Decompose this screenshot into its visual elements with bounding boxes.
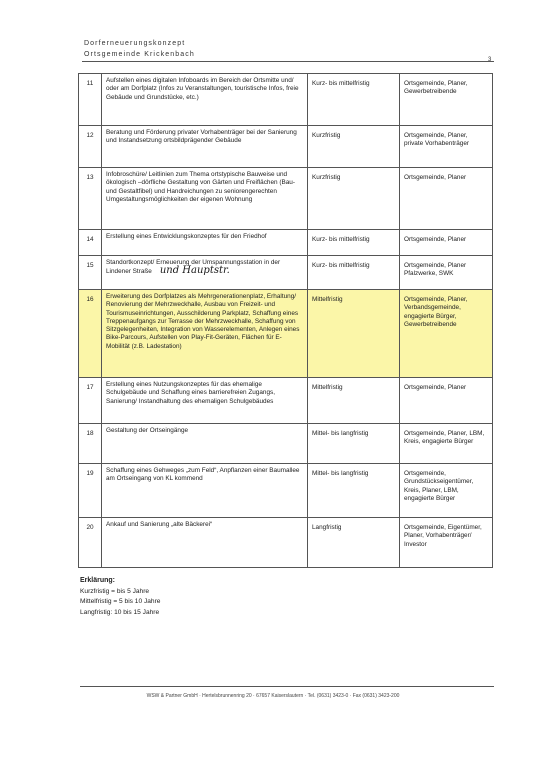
- table-row: [79, 378, 493, 424]
- row-number: 14: [79, 230, 102, 256]
- timeframe: Mittelfristig: [308, 290, 400, 378]
- table-row-highlighted: [79, 290, 493, 378]
- measure-text-printed: Standortkonzept/ Erneuerung der Umspannungsstation in der Lindener Straße: [106, 259, 281, 276]
- measure-text: Schaffung eines Gehweges „zum Feld“, Anpflanzen einer Baumallee am Ortseingang von KL kommend: [102, 464, 308, 518]
- table-row: [79, 126, 493, 168]
- row-number: 18: [79, 424, 102, 464]
- actors: Ortsgemeinde, Grundstückseigentümer, Kreis, Planer, LBM, engagierte Bürger: [400, 464, 493, 518]
- measure-text: Aufstellen eines digitalen Infoboards im Bereich der Ortsmitte und/ oder am Dorfplatz (Infos zu Veranstaltungen, touristische Infos, freie Gebäude und Grundstücke, etc.): [102, 74, 308, 126]
- row-number: 16: [79, 290, 102, 378]
- row-number: 11: [79, 74, 102, 126]
- actors: Ortsgemeinde, Eigentümer, Planer, Vorhabenträger/ Investor: [400, 518, 493, 568]
- row-number: 12: [79, 126, 102, 168]
- row-number: 15: [79, 256, 102, 290]
- legend-item: Mittelfristig = 5 bis 10 Jahre: [80, 598, 161, 605]
- legend-item: Kurzfristig = bis 5 Jahre: [80, 587, 150, 595]
- header-rule: [82, 61, 494, 62]
- table-row: [79, 74, 493, 126]
- measure-text: Erweiterung des Dorfplatzes als Mehrgenerationenplatz, Erhaltung/ Renovierung der Mehrzweckhalle, Ausbau von Freizeit- und Tourismuseinrichtungen, Ausschilderung Parkplatz, Schaffung eines Treppenaufgangs zur Terrasse der Mehrzweckhalle, Schaffung von Sitzgelegenheiten, Integration von Wasserelementen, Anlegen eines Bike-Parcours, Aufstellen von Play-Fit-Geräten, Flächen für E-Mobilität (z.B. Ladestation): [102, 290, 308, 378]
- row-number: 17: [79, 378, 102, 424]
- actors: Ortsgemeinde, Planer, Verbandsgemeinde, engagierte Bürger, Gewerbetreibende: [400, 290, 493, 378]
- header-subtitle: Ortsgemeinde Krickenbach: [84, 51, 195, 58]
- table-row: [79, 464, 493, 518]
- row-number: 13: [79, 168, 102, 230]
- actors: Ortsgemeinde, Planer, private Vorhabenträger: [400, 126, 493, 168]
- footer-text: WSW & Partner GmbH · Hertelsbrunnenring 20 · 67657 Kaiserslautern · Tel. (0631) 3423-0 · Fax (0631) 3423-200: [146, 693, 400, 699]
- timeframe: Kurz- bis mittelfristig: [308, 230, 400, 256]
- legend: [80, 576, 160, 618]
- footer-rule: [80, 686, 494, 687]
- measures-table: [78, 73, 493, 568]
- measure-text: Infobroschüre/ Leitlinien zum Thema ortstypische Bauweise und ökologisch –dörfliche Gestaltung von Gärten und Freiflächen (Bau- und Gestaltfibel) und Handreichungen zu seniorengerechten Umgestaltungsmöglichkeiten der eigenen Wohnung: [102, 168, 308, 230]
- table-row: [79, 168, 493, 230]
- measure-text: Gestaltung der Ortseingänge: [102, 424, 308, 464]
- table-row: [79, 518, 493, 568]
- measure-text: [102, 256, 308, 290]
- actors: Ortsgemeinde, Planer: [400, 230, 493, 256]
- measure-text: Ankauf und Sanierung „alte Bäckerei“: [102, 518, 308, 568]
- actors: Ortsgemeinde, Planer, Gewerbetreibende: [400, 74, 493, 126]
- header-title: Dorferneuerungskonzept: [84, 40, 186, 47]
- timeframe: Kurzfristig: [308, 126, 400, 168]
- timeframe: Kurzfristig: [308, 168, 400, 230]
- table-row: [79, 424, 493, 464]
- timeframe: Mittel- bis langfristig: [308, 464, 400, 518]
- legend-item: Langfristig: 10 bis 15 Jahre: [80, 608, 160, 616]
- measure-text: Erstellung eines Nutzungskonzeptes für das ehemalige Schulgebäude und Schaffung eines barrierefreien Zugangs, Sanierung/ Instandhaltung des ehemaligen Schulgebäudes: [102, 378, 308, 424]
- row-number: 19: [79, 464, 102, 518]
- timeframe: Mittelfristig: [308, 378, 400, 424]
- timeframe: Kurz- bis mittelfristig: [308, 74, 400, 126]
- timeframe: Mittel- bis langfristig: [308, 424, 400, 464]
- legend-title: Erklärung:: [80, 577, 116, 584]
- actors: Ortsgemeinde, Planer Pfalzwerke, SWK: [400, 256, 493, 290]
- actors: Ortsgemeinde, Planer: [400, 378, 493, 424]
- timeframe: Langfristig: [308, 518, 400, 568]
- measure-text: Beratung und Förderung privater Vorhabenträger bei der Sanierung und Instandsetzung ortsbildprägender Gebäude: [102, 126, 308, 168]
- actors: Ortsgemeinde, Planer: [400, 168, 493, 230]
- measure-text: Erstellung eines Entwicklungskonzeptes für den Friedhof: [102, 230, 308, 256]
- table-row: [79, 256, 493, 290]
- timeframe: Kurz- bis mittelfristig: [308, 256, 400, 290]
- table-row: [79, 230, 493, 256]
- actors: Ortsgemeinde, Planer, LBM, Kreis, engagierte Bürger: [400, 424, 493, 464]
- handwritten-annotation: und Hauptstr.: [159, 265, 230, 277]
- row-number: 20: [79, 518, 102, 568]
- page-number: 3: [488, 57, 492, 63]
